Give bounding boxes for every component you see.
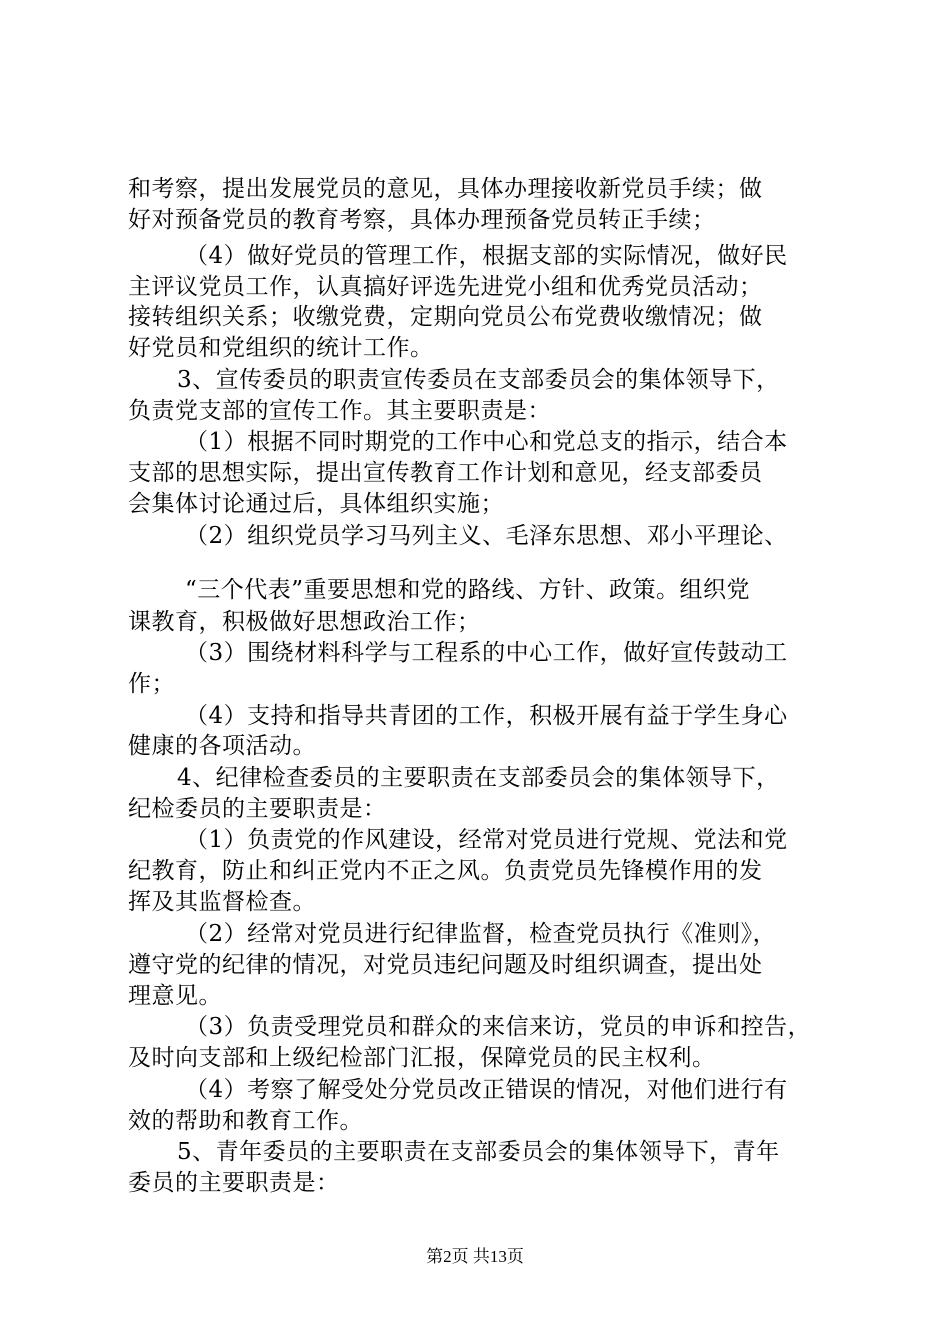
text-line: 作； [128, 671, 175, 697]
text-line: （3）围绕材料科学与工程系的中心工作，做好宣传鼓动工 [185, 640, 788, 666]
text-line: 委员的主要职责是： [128, 1170, 340, 1196]
text-line: 负责党支部的宣传工作。其主要职责是： [128, 398, 551, 424]
text-line: （4）做好党员的管理工作，根据支部的实际情况，做好民 [185, 243, 788, 269]
text-line: 健康的各项活动。 [128, 733, 316, 759]
text-line: （2）组织党员学习马列主义、毛泽东思想、邓小平理论、 [185, 523, 788, 549]
text-line: 支部的思想实际，提出宣传教育工作计划和意见，经支部委员 [128, 460, 763, 486]
text-line: 和考察，提出发展党员的意见，具体办理接收新党员手续；做 [128, 176, 763, 202]
text-line: 遵守党的纪律的情况，对党员违纪问题及时组织调查，提出处 [128, 952, 763, 978]
text-line: 及时向支部和上级纪检部门汇报，保障党员的民主权利。 [128, 1045, 716, 1071]
text-line: 理意见。 [128, 983, 222, 1009]
text-line: 挥及其监督检查。 [128, 889, 316, 915]
text-line: 纪检委员的主要职责是： [128, 796, 387, 822]
text-line: （2）经常对党员进行纪律监督，检查党员执行《准则》， [185, 921, 777, 947]
text-line: （1）根据不同时期党的工作中心和党总支的指示，结合本 [185, 429, 788, 455]
text-line: 4、纪律检查委员的主要职责在支部委员会的集体领导下， [177, 765, 780, 791]
text-line: （1）负责党的作风建设，经常对党员进行党规、党法和党 [185, 827, 788, 853]
text-line: （4）支持和指导共青团的工作，积极开展有益于学生身心 [185, 703, 788, 729]
text-line: 接转组织关系；收缴党费，定期向党员公布党费收缴情况；做 [128, 304, 763, 330]
text-line: 好对预备党员的教育考察，具体办理预备党员转正手续； [128, 207, 716, 233]
text-line: 5、青年委员的主要职责在支部委员会的集体领导下，青年 [177, 1139, 780, 1165]
text-line: 纪教育，防止和纠正党内不正之风。负责党员先锋模作用的发 [128, 858, 763, 884]
text-line: （3）负责受理党员和群众的来信来访，党员的申诉和控告， [185, 1014, 812, 1040]
text-line: 主评议党员工作，认真搞好评选先进党小组和优秀党员活动； [128, 274, 763, 300]
text-line: 会集体讨论通过后，具体组织实施； [128, 491, 504, 517]
text-line: 好党员和党组织的统计工作。 [128, 335, 434, 361]
text-line: “三个代表”重要思想和党的路线、方针、政策。组织党 [185, 577, 751, 603]
text-line: （4）考察了解受处分党员改正错误的情况，对他们进行有 [185, 1077, 788, 1103]
text-line: 课教育，积极做好思想政治工作； [128, 609, 481, 635]
page-number-footer: 第2页 共13页 [426, 1247, 524, 1266]
text-line: 效的帮助和教育工作。 [128, 1108, 363, 1134]
text-line: 3、宣传委员的职责宣传委员在支部委员会的集体领导下， [177, 367, 780, 393]
